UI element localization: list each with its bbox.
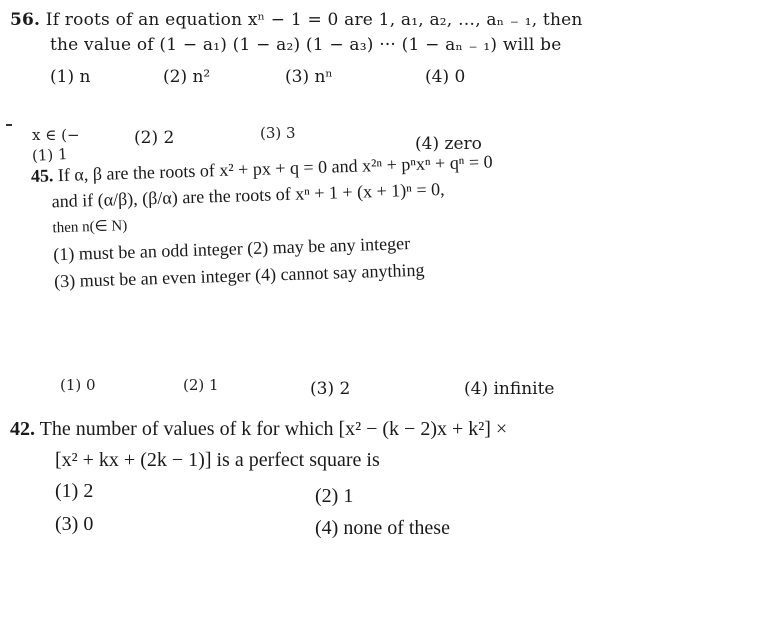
q42-line1: [10, 418, 507, 441]
q45-line3: then n(∈ N): [52, 217, 128, 237]
q42-number: 42.: [10, 418, 35, 440]
q45-block: [30, 130, 595, 328]
fragment-top-option-4: (4) zero: [415, 134, 482, 154]
q42-option-4: (4) none of these: [315, 517, 450, 539]
q42-option-1: (1) 2: [55, 480, 94, 502]
fragment-top-option-1: (1) 1: [31, 145, 69, 165]
q56-line2: the value of (1 − a₁) (1 − a₂) (1 − a₃) ··· (1 − aₙ ₋ ₁) will be: [50, 35, 562, 55]
fragment-mid-option-3: (3) 2: [310, 379, 351, 399]
q56-option-3: (3) nⁿ: [285, 67, 333, 87]
q45-line2: and if (α/β), (β/α) are the roots of xⁿ + 1 + (x + 1)ⁿ = 0,: [51, 179, 445, 212]
dash-mark: [6, 124, 12, 126]
fragment-top-option-2: (2) 2: [134, 128, 175, 148]
q45-number: 45.: [30, 165, 54, 186]
q56-line1: [10, 10, 583, 30]
q42-text-1: The number of values of k for which [x² − (k − 2)x + k²] ×: [39, 418, 508, 440]
fragment-mid-option-2: (2) 1: [183, 376, 219, 394]
q45-text-1: If α, β are the roots of x² + px + q = 0 and x²ⁿ + pⁿxⁿ + qⁿ = 0: [57, 151, 493, 186]
fragment-top-option-3: (3) 3: [260, 124, 296, 142]
q56-option-1: (1) n: [50, 67, 91, 87]
q42-line2: [x² + kx + (2k − 1)] is a perfect square is: [55, 449, 380, 471]
fragment-mid-option-4: (4) infinite: [464, 379, 555, 399]
q56-option-4: (4) 0: [425, 67, 466, 87]
q45-options-line2: (3) must be an even integer (4) cannot say anything: [53, 259, 425, 292]
q56-number: 56.: [10, 10, 41, 30]
q56-option-2: (2) n²: [163, 67, 211, 87]
q42-option-2: (2) 1: [315, 485, 354, 507]
q45-options-line1: (1) must be an odd integer (2) may be any integer: [53, 233, 411, 265]
fragment-mid-option-1: (1) 0: [60, 376, 96, 394]
q56-text-1: If roots of an equation xⁿ − 1 = 0 are 1, a₁, a₂, …, aₙ ₋ ₁, then: [45, 10, 583, 30]
q42-option-3: (3) 0: [55, 513, 94, 535]
fragment-top-left-text: x ∈ (−: [32, 126, 80, 144]
